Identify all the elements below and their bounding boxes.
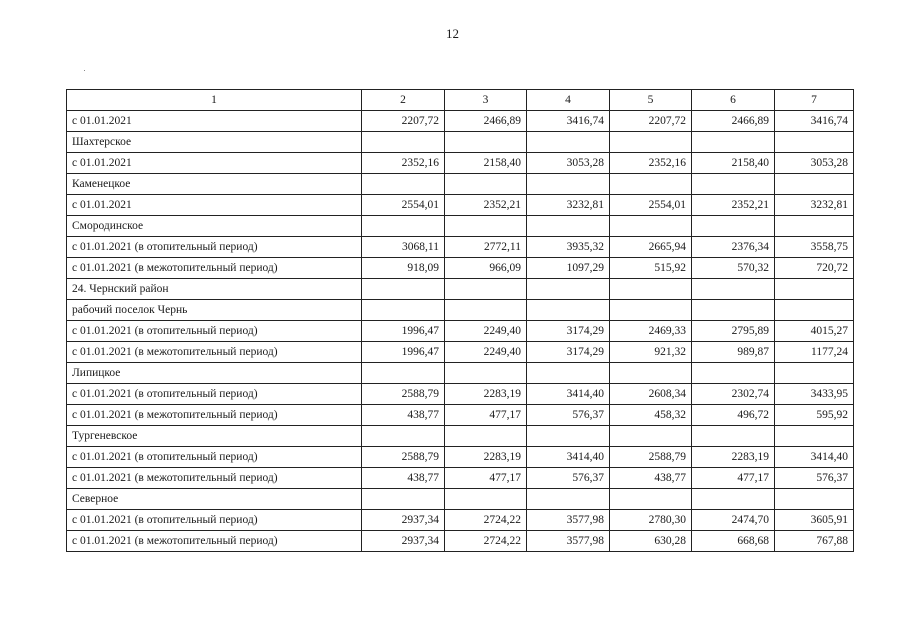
value-cell: 2474,70 [692,510,775,531]
value-cell [445,426,527,447]
table-header-row [67,90,854,111]
row-label-cell: с 01.01.2021 (в отопительный период) [67,447,362,468]
value-cell: 438,77 [362,468,445,489]
table-row [67,195,854,216]
value-cell [527,174,610,195]
value-cell: 2665,94 [610,237,692,258]
value-cell [527,363,610,384]
value-cell: 2283,19 [445,447,527,468]
value-cell: 3053,28 [775,153,854,174]
value-cell: 767,88 [775,531,854,552]
value-cell: 3577,98 [527,510,610,531]
value-cell: 918,09 [362,258,445,279]
column-header-2: 2 [362,90,445,111]
table-row [67,426,854,447]
value-cell [610,300,692,321]
value-cell: 496,72 [692,405,775,426]
value-cell: 3232,81 [527,195,610,216]
value-cell [445,363,527,384]
value-cell [692,300,775,321]
row-label-cell: Каменецкое [67,174,362,195]
value-cell: 3416,74 [775,111,854,132]
value-cell [362,216,445,237]
value-cell [775,363,854,384]
value-cell [445,279,527,300]
value-cell: 570,32 [692,258,775,279]
row-label-cell: Смородинское [67,216,362,237]
row-label-cell: Тургеневское [67,426,362,447]
column-header-5: 5 [610,90,692,111]
value-cell [775,174,854,195]
table-row [67,279,854,300]
value-cell: 458,32 [610,405,692,426]
value-cell [527,279,610,300]
row-label-cell: с 01.01.2021 [67,195,362,216]
value-cell [610,174,692,195]
value-cell: 477,17 [692,468,775,489]
table-row [67,258,854,279]
row-label-cell: 24. Чернский район [67,279,362,300]
value-cell: 2795,89 [692,321,775,342]
value-cell: 2466,89 [692,111,775,132]
value-cell: 3068,11 [362,237,445,258]
value-cell [692,279,775,300]
table-row [67,531,854,552]
value-cell: 1177,24 [775,342,854,363]
value-cell: 3605,91 [775,510,854,531]
value-cell: 2724,22 [445,531,527,552]
table-row [67,132,854,153]
value-cell: 2588,79 [362,384,445,405]
value-cell [527,489,610,510]
value-cell [775,279,854,300]
value-cell: 2352,16 [362,153,445,174]
value-cell: 4015,27 [775,321,854,342]
value-cell [610,216,692,237]
value-cell [527,132,610,153]
column-header-4: 4 [527,90,610,111]
value-cell [362,426,445,447]
table-row [67,489,854,510]
value-cell: 2352,21 [692,195,775,216]
row-label-cell: Шахтерское [67,132,362,153]
row-label-cell: с 01.01.2021 (в межотопительный период) [67,531,362,552]
value-cell: 2780,30 [610,510,692,531]
value-cell [610,363,692,384]
table-row [67,216,854,237]
table-row [67,510,854,531]
row-label-cell: с 01.01.2021 [67,153,362,174]
row-label-cell: рабочий поселок Чернь [67,300,362,321]
row-label-cell: Липицкое [67,363,362,384]
value-cell: 3053,28 [527,153,610,174]
value-cell: 2588,79 [610,447,692,468]
value-cell [527,300,610,321]
value-cell: 3935,32 [527,237,610,258]
table-row [67,447,854,468]
value-cell: 3577,98 [527,531,610,552]
value-cell [610,279,692,300]
value-cell: 2158,40 [445,153,527,174]
value-cell: 515,92 [610,258,692,279]
value-cell: 477,17 [445,405,527,426]
value-cell: 2554,01 [610,195,692,216]
row-label-cell: с 01.01.2021 (в межотопительный период) [67,468,362,489]
value-cell: 576,37 [527,405,610,426]
value-cell: 966,09 [445,258,527,279]
table-row [67,468,854,489]
value-cell [692,174,775,195]
table-row [67,300,854,321]
table-row [67,405,854,426]
value-cell: 2376,34 [692,237,775,258]
row-label-cell: Северное [67,489,362,510]
value-cell: 2352,16 [610,153,692,174]
value-cell: 3558,75 [775,237,854,258]
value-cell [445,216,527,237]
value-cell [692,489,775,510]
value-cell: 2772,11 [445,237,527,258]
value-cell [775,489,854,510]
row-label-cell: с 01.01.2021 (в отопительный период) [67,321,362,342]
value-cell [692,132,775,153]
value-cell: 595,92 [775,405,854,426]
value-cell [775,300,854,321]
value-cell: 921,32 [610,342,692,363]
value-cell: 3174,29 [527,342,610,363]
value-cell: 2469,33 [610,321,692,342]
row-label-cell: с 01.01.2021 [67,111,362,132]
tariff-table [66,89,854,552]
table-row [67,363,854,384]
value-cell [445,300,527,321]
row-label-cell: с 01.01.2021 (в отопительный период) [67,510,362,531]
value-cell: 1996,47 [362,342,445,363]
row-label-cell: с 01.01.2021 (в межотопительный период) [67,342,362,363]
value-cell: 438,77 [362,405,445,426]
value-cell [610,489,692,510]
value-cell [362,279,445,300]
value-cell [527,426,610,447]
row-label-cell: с 01.01.2021 (в отопительный период) [67,384,362,405]
value-cell: 3416,74 [527,111,610,132]
value-cell: 2937,34 [362,510,445,531]
value-cell [775,216,854,237]
table-row [67,384,854,405]
page-number: 12 [446,26,459,41]
value-cell [362,489,445,510]
value-cell: 3174,29 [527,321,610,342]
value-cell: 576,37 [527,468,610,489]
row-label-cell: с 01.01.2021 (в межотопительный период) [67,405,362,426]
value-cell [692,426,775,447]
tariff-table-body [67,90,854,552]
value-cell: 1097,29 [527,258,610,279]
value-cell: 3433,95 [775,384,854,405]
value-cell: 477,17 [445,468,527,489]
value-cell: 2207,72 [610,111,692,132]
table-row [67,111,854,132]
value-cell: 2249,40 [445,342,527,363]
value-cell: 989,87 [692,342,775,363]
value-cell: 576,37 [775,468,854,489]
column-header-1: 1 [67,90,362,111]
value-cell [610,132,692,153]
value-cell: 2302,74 [692,384,775,405]
value-cell: 630,28 [610,531,692,552]
value-cell: 2588,79 [362,447,445,468]
value-cell: 2937,34 [362,531,445,552]
column-header-3: 3 [445,90,527,111]
value-cell: 438,77 [610,468,692,489]
value-cell: 1996,47 [362,321,445,342]
value-cell [610,426,692,447]
value-cell: 2207,72 [362,111,445,132]
value-cell [692,363,775,384]
value-cell: 2608,34 [610,384,692,405]
table-row [67,342,854,363]
value-cell: 3414,40 [775,447,854,468]
scan-speck [84,70,85,71]
table-row [67,321,854,342]
value-cell: 2283,19 [445,384,527,405]
value-cell [362,363,445,384]
value-cell [692,216,775,237]
value-cell: 2352,21 [445,195,527,216]
value-cell: 2466,89 [445,111,527,132]
row-label-cell: с 01.01.2021 (в отопительный период) [67,237,362,258]
table-row [67,153,854,174]
value-cell: 3232,81 [775,195,854,216]
value-cell: 668,68 [692,531,775,552]
value-cell [527,216,610,237]
value-cell: 720,72 [775,258,854,279]
value-cell [775,132,854,153]
value-cell: 2158,40 [692,153,775,174]
row-label-cell: с 01.01.2021 (в межотопительный период) [67,258,362,279]
table-row [67,237,854,258]
value-cell [362,132,445,153]
column-header-6: 6 [692,90,775,111]
value-cell [362,174,445,195]
column-header-7: 7 [775,90,854,111]
value-cell: 2283,19 [692,447,775,468]
value-cell [362,300,445,321]
value-cell [445,132,527,153]
value-cell: 2724,22 [445,510,527,531]
value-cell: 3414,40 [527,384,610,405]
value-cell: 2554,01 [362,195,445,216]
value-cell: 2249,40 [445,321,527,342]
value-cell [445,489,527,510]
value-cell [775,426,854,447]
value-cell [445,174,527,195]
value-cell: 3414,40 [527,447,610,468]
table-row [67,174,854,195]
